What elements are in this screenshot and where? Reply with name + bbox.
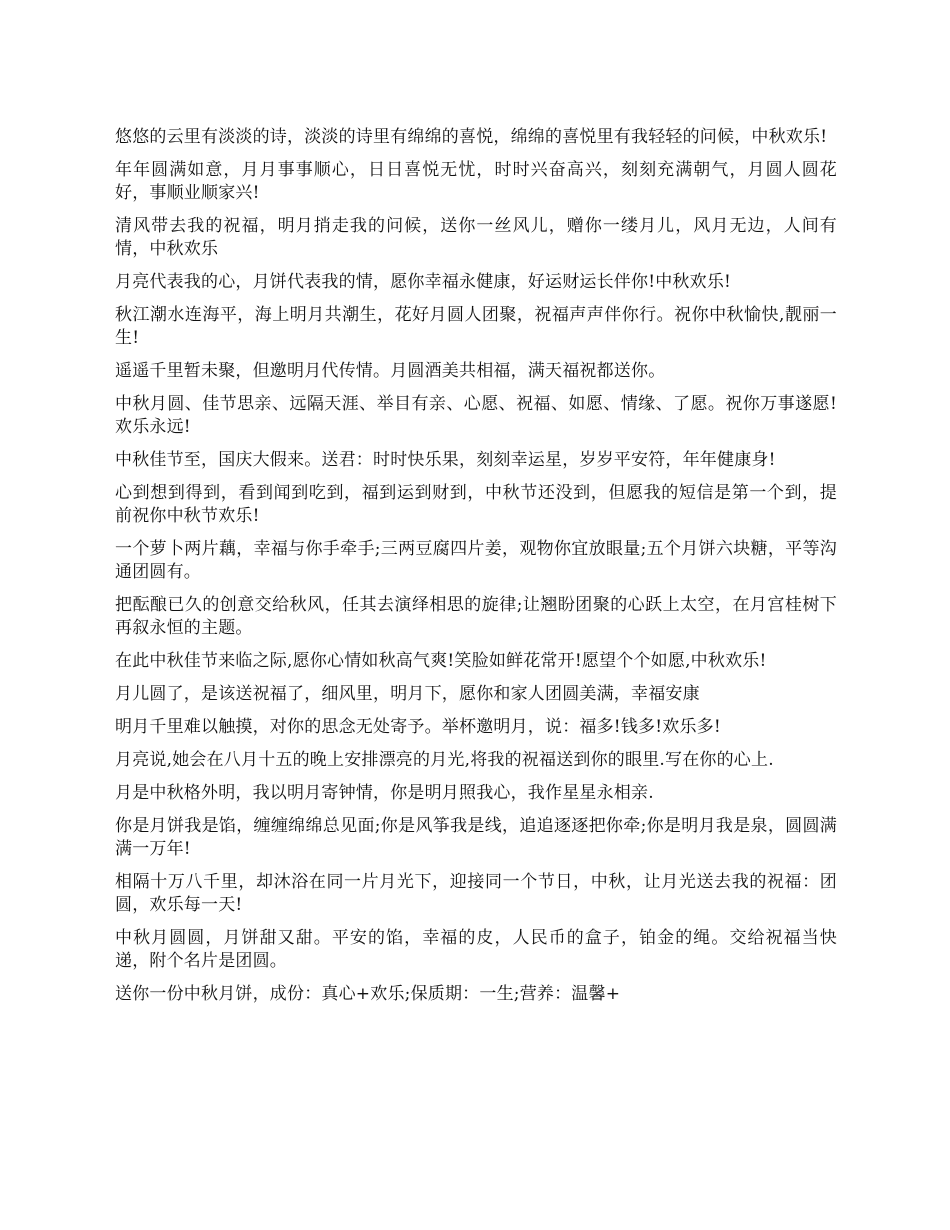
paragraph-15: 月亮说,她会在八月十五的晚上安排漂亮的月光,将我的祝福送到你的眼里.写在你的心上. [115, 750, 774, 770]
paragraph-5: 秋江潮水连海平，海上明月共潮生，花好月圆人团聚，祝福声声伴你行。祝你中秋愉快,靓丽一生! [115, 305, 837, 348]
paragraph-4: 月亮代表我的心，月饼代表我的情，愿你幸福永健康，好运财运长伴你!中秋欢乐! [115, 272, 732, 292]
document-body [115, 126, 837, 1016]
paragraph-1: 悠悠的云里有淡淡的诗，淡淡的诗里有绵绵的喜悦，绵绵的喜悦里有我轻轻的问候，中秋欢乐! [115, 127, 828, 147]
paragraph-7: 中秋月圆、佳节思亲、远隔天涯、举目有亲、心愿、祝福、如愿、情缘、了愿。祝你万事遂愿!欢乐永远! [115, 394, 837, 437]
paragraph-19: 中秋月圆圆，月饼甜又甜。平安的馅，幸福的皮，人民币的盒子，铂金的绳。交给祝福当快递，附个名片是团圆。 [115, 928, 837, 971]
paragraph-10: 一个萝卜两片藕，幸福与你手牵手;三两豆腐四片姜，观物你宜放眼量;五个月饼六块糖，平等沟通团圆有。 [115, 539, 837, 582]
paragraph-18: 相隔十万八千里，却沐浴在同一片月光下，迎接同一个节日，中秋，让月光送去我的祝福：团圆，欢乐每一天! [115, 872, 837, 915]
paragraph-11: 把酝酿已久的创意交给秋风，任其去演绎相思的旋律;让翘盼团聚的心跃上太空，在月宫桂树下再叙永恒的主题。 [115, 595, 837, 638]
paragraph-13: 月儿圆了，是该送祝福了，细风里，明月下，愿你和家人团圆美满，幸福安康 [115, 684, 700, 704]
paragraph-20: 送你一份中秋月饼，成份：真心+欢乐;保质期：一生;营养：温馨+ [115, 984, 621, 1004]
paragraph-2: 年年圆满如意，月月事事顺心，日日喜悦无忧，时时兴奋高兴，刻刻充满朝气，月圆人圆花好，事顺业顺家兴! [115, 160, 837, 203]
paragraph-17: 你是月饼我是馅，缠缠绵绵总见面;你是风筝我是线，追追逐逐把你牵;你是明月我是泉，圆圆满满一万年! [115, 816, 837, 859]
paragraph-12: 在此中秋佳节来临之际,愿你心情如秋高气爽!笑脸如鲜花常开!愿望个个如愿,中秋欢乐! [115, 651, 767, 671]
paragraph-9: 心到想到得到，看到闻到吃到，福到运到财到，中秋节还没到，但愿我的短信是第一个到，提前祝你中秋节欢乐! [115, 483, 837, 526]
paragraph-8: 中秋佳节至，国庆大假来。送君：时时快乐果，刻刻幸运星，岁岁平安符，年年健康身! [115, 450, 776, 470]
paragraph-14: 明月千里难以触摸，对你的思念无处寄予。举杯邀明月，说：福多!钱多!欢乐多! [115, 717, 721, 737]
paragraph-3: 清风带去我的祝福，明月捎走我的问候，送你一丝风儿，赠你一缕月儿，风月无边，人间有情，中秋欢乐 [115, 216, 837, 259]
paragraph-16: 月是中秋格外明，我以明月寄钟情，你是明月照我心，我作星星永相亲. [115, 783, 654, 803]
paragraph-6: 遥遥千里暂未聚，但邀明月代传情。月圆酒美共相福，满天福祝都送你。 [115, 361, 666, 381]
